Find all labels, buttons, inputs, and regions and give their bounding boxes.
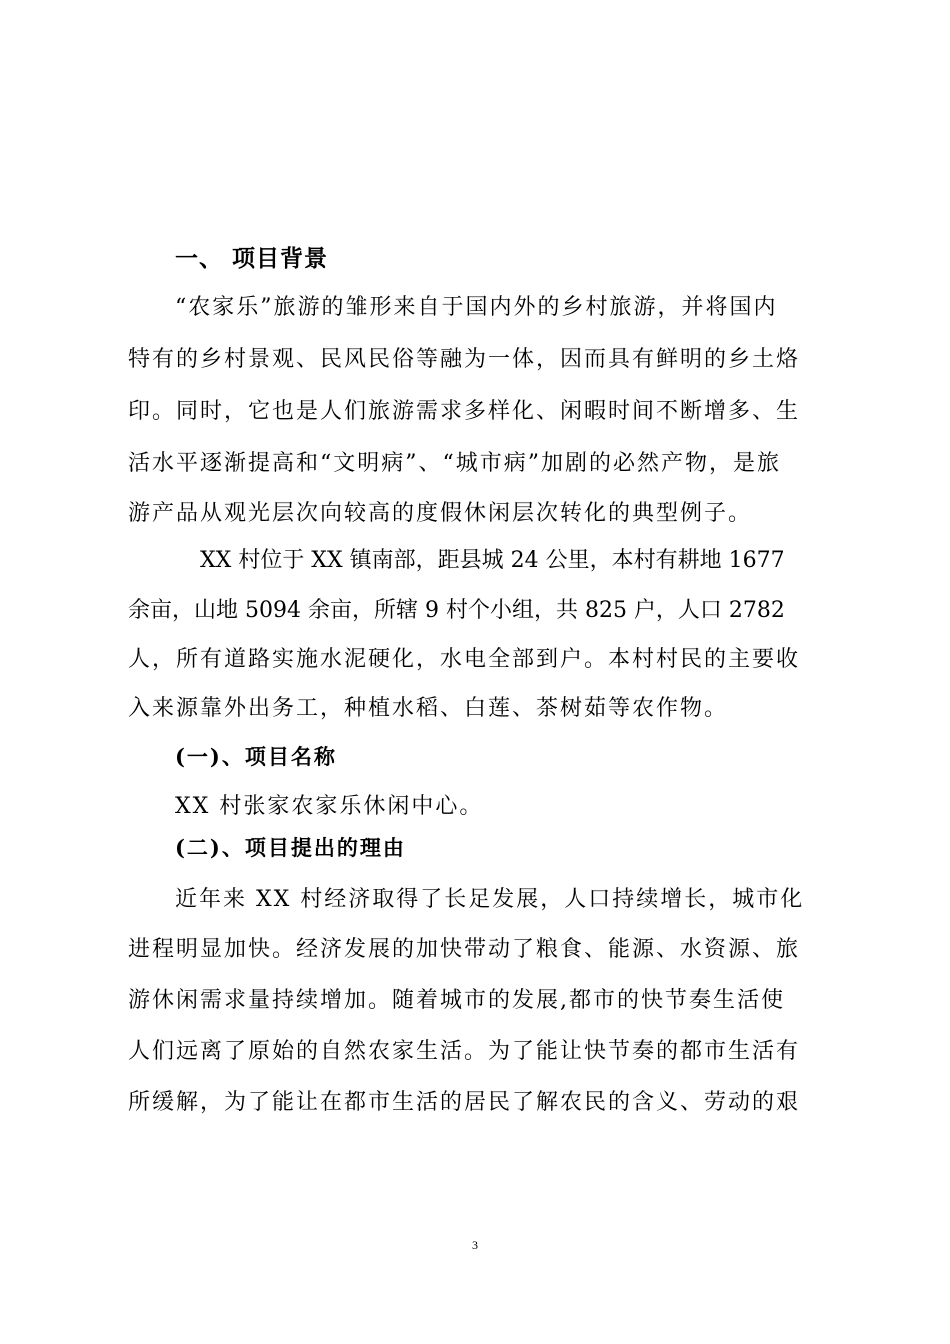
paragraph-line: 所缓解，为了能让在都市生活的居民了解农民的含义、劳动的艰 [128,1090,801,1115]
paragraph-line: XX 村位于 XX 镇南部，距县城 24 公里，本村有耕地 1677 [200,548,785,573]
paragraph-line: 活水平逐渐提高和“文明病”、“城市病”加剧的必然产物，是旅 [128,451,781,476]
project-name-text: XX 村张家农家乐休闲中心。 [175,794,484,819]
paragraph-line: 印。同时，它也是人们旅游需求多样化、闲暇时间不断增多、生 [128,399,801,424]
paragraph-line: 人们远离了原始的自然农家生活。为了能让快节奏的都市生活有 [128,1039,801,1064]
paragraph-line: 入来源靠外出务工，种植水稻、白莲、茶树茹等农作物。 [128,696,729,721]
paragraph-line: 人，所有道路实施水泥硬化，水电全部到户。本村村民的主要收 [128,647,801,672]
section-heading-project-background: 一、 项目背景 [175,245,329,272]
paragraph-line: 近年来 XX 村经济取得了长足发展，人口持续增长，城市化 [175,887,805,912]
paragraph-line: “农家乐”旅游的雏形来自于国内外的乡村旅游，并将国内 [175,295,778,320]
paragraph-line: 特有的乡村景观、民风民俗等融为一体，因而具有鲜明的乡土烙 [128,347,801,372]
subsection-heading-project-name: (一)、项目名称 [175,744,337,769]
paragraph-line: 游休闲需求量持续增加。随着城市的发展,都市的快节奏生活使 [128,988,785,1013]
paragraph-line: 余亩，山地 5094 余亩，所辖 9 村个小组，共 825 户，人口 2782 [128,598,785,623]
paragraph-line: 游产品从观光层次向较高的度假休闲层次转化的典型例子。 [128,501,753,526]
paragraph-line: 进程明显加快。经济发展的加快带动了粮食、能源、水资源、旅 [128,937,801,962]
page-number: 3 [472,1238,478,1252]
subsection-heading-project-reason: (二)、项目提出的理由 [175,835,406,860]
